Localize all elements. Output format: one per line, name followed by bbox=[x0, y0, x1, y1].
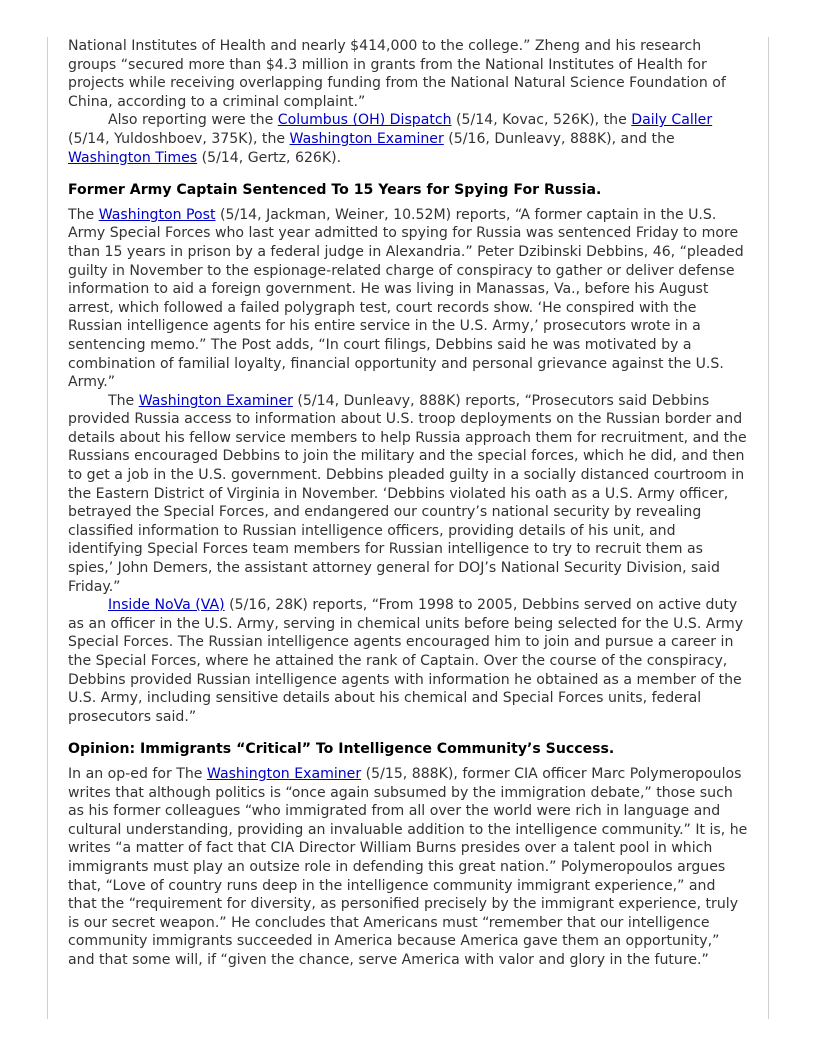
link-washington-examiner[interactable]: Washington Examiner bbox=[206, 765, 362, 782]
paragraph-washington-examiner: The Washington Examiner (5/14, Dunleavy, 888K) reports, “Prosecutors said Debbins provided Russia access to information about U.S. troop deployments on the Russian border and details about his fellow service members to help Russia approach them for recruitment, and the Russians encouraged Debbins to join the military and the special forces, which he did, and then to get a job in the U.S. government. Debbins pleaded guilty in a socially distanced courtroom in the Eastern District of Virginia in November. ‘Debbins violated his oath as a U.S. Army officer, betrayed the Special Forces, and endangered our country’s national security by revealing classified information to Russian intelligence officers, providing details of his unit, and identifying Special Forces team members for Russian intelligence to try to recruit them as spies,’ John Demers, the assistant attorney general for DOJ’s National Security Division, said Friday.” bbox=[68, 392, 747, 595]
right-margin-rule bbox=[768, 37, 769, 1019]
paragraph-op-ed: In an op-ed for The Washington Examiner (5/15, 888K), former CIA officer Marc Polymeropoulos writes that although politics is “once again subsumed by the immigration debate,” those such as his former colleagues “who immigrated from all over the world were rich in language and cultural understanding, providing an invaluable addition to the intelligence community.” It is, he writes “a matter of fact that CIA Director William Burns presides over a talent pool in which immigrants must play an outsize role in defending this great nation.” Polymeropoulos argues that, “Love of country runs deep in the intelligence community immigrant experience,” and that the “requirement for diversity, as personified precisely by the immigrant experience, truly is our secret weapon.” He concludes that Americans must “remember that our intelligence community immigrants succeeded in America because America gave them an opportunity,” and that some will, if “given the chance, serve America with valor and glory in the future.” bbox=[68, 765, 748, 968]
article-content bbox=[68, 37, 748, 970]
heading-immigrants-opinion: Opinion: Immigrants “Critical” To Intelligence Community’s Success. bbox=[68, 741, 615, 758]
heading-army-captain: Former Army Captain Sentenced To 15 Years for Spying For Russia. bbox=[68, 182, 602, 199]
link-inside-nova[interactable]: Inside NoVa (VA) bbox=[108, 597, 225, 614]
paragraph-nih-funding: National Institutes of Health and nearly $414,000 to the college.” Zheng and his research groups “secured more than $4.3 million in grants from the National Institutes of Health for projects while receiving overlapping funding from the National Natural Science Foundation of China, according to a criminal complaint.” bbox=[68, 38, 726, 110]
paragraph-washington-post: The Washington Post (5/14, Jackman, Weiner, 10.52M) reports, “A former captain in the U.S. Army Special Forces who last year admitted to spying for Russia was sentenced Friday to more than 15 years in prison by a federal judge in Alexandria.” Peter Dzibinski Debbins, 46, “pleaded guilty in November to the espionage-related charge of conspiracy to gather or deliver defense information to aid a foreign government. He was living in Manassas, Va., before his August arrest, which followed a failed polygraph test, court records show. ‘He conspired with the Russian intelligence agents for his entire service in the U.S. Army,’ prosecutors wrote in a sentencing memo.” The Post adds, “In court filings, Debbins said he was motivated by a combination of familial loyalty, financial opportunity and personal grievance against the U.S. Army.” bbox=[68, 206, 744, 391]
paragraph-also-reporting: Also reporting were the Columbus (OH) Dispatch (5/14, Kovac, 526K), the Daily Caller (5/14, Yuldoshboev, 375K), the Washington Examiner (5/16, Dunleavy, 888K), and the Washington Times (5/14, Gertz, 626K). bbox=[68, 112, 713, 166]
link-columbus-dispatch[interactable]: Columbus (OH) Dispatch bbox=[277, 112, 452, 129]
link-washington-post[interactable]: Washington Post bbox=[98, 206, 216, 223]
paragraph-inside-nova: Inside NoVa (VA) (5/16, 28K) reports, “From 1998 to 2005, Debbins served on active duty as an officer in the U.S. Army, serving in chemical units before being selected for the U.S. Army Special Forces. The Russian intelligence agents encouraged him to join and pursue a career in the Special Forces, where he attained the rank of Captain. Over the course of the conspiracy, Debbins provided Russian intelligence agents with information he obtained as a member of the U.S. Army, including sensitive details about his chemical and Special Forces units, federal prosecutors said.” bbox=[68, 597, 744, 725]
link-washington-examiner[interactable]: Washington Examiner bbox=[289, 130, 444, 147]
link-washington-times[interactable]: Washington Times bbox=[68, 149, 198, 166]
link-washington-examiner[interactable]: Washington Examiner bbox=[138, 392, 293, 409]
left-margin-rule bbox=[47, 37, 48, 1019]
link-daily-caller[interactable]: Daily Caller bbox=[631, 112, 713, 129]
